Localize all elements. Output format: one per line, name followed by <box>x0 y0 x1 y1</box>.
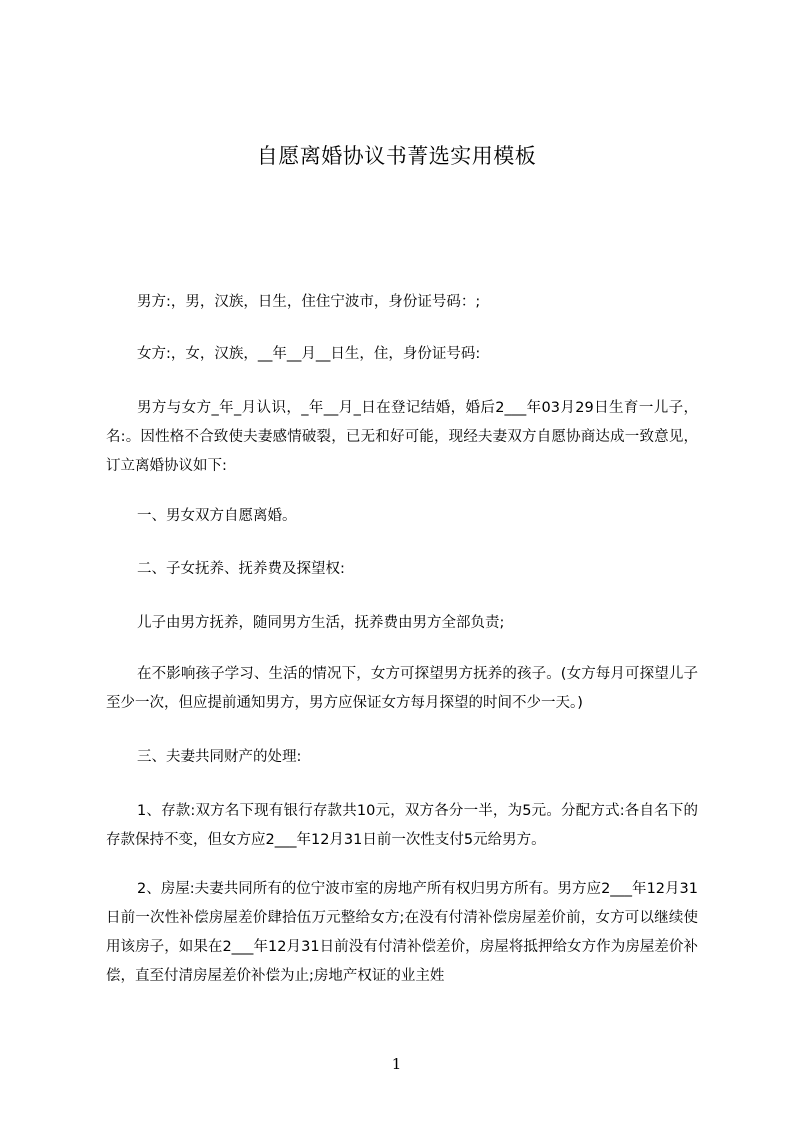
paragraph-visitation: 在不影响孩子学习、生活的情况下，女方可探望男方抚养的孩子。(女方每月可探望儿子至少一次，但应提前通知男方，男方应保证女方每月探望的时间不少一天。) <box>106 666 698 711</box>
paragraph-clause-3: 三、夫妻共同财产的处理: <box>137 749 302 765</box>
document-title: 自愿离婚协议书菁选实用模板 <box>256 144 537 168</box>
paragraph-custody: 儿子由男方抚养，随同男方生活，抚养费由男方全部负责; <box>137 615 505 631</box>
paragraph-background: 男方与女方_年_月认识，_年__月_日在登记结婚，婚后2___年03月29日生育一儿子，名:。因性格不合致使夫妻感情破裂，已无和好可能，现经夫妻双方自愿协商达成一致意见，订立离婚协议如下: <box>106 400 698 474</box>
paragraph-house: 2、房屋:夫妻共同所有的位宁波市室的房地产所有权归男方所有。男方应2___年12月31日前一次性补偿房屋差价肆拾伍万元整给女方;在没有付清补偿房屋差价前，女方可以继续使用该房子，如果在2___年12月31日前没有付清补偿差价，房屋将抵押给女方作为房屋差价补偿，直至付清房屋差价补偿为止;房地产权证的业主姓 <box>106 881 698 984</box>
paragraph-clause-1: 一、男女双方自愿离婚。 <box>137 508 297 524</box>
paragraph-female-party: 女方:，女，汉族，__年__月__日生，住，身份证号码: <box>137 346 481 362</box>
paragraph-male-party: 男方:，男，汉族，日生，住住宁波市，身份证号码：; <box>137 294 481 310</box>
paragraph-deposits: 1、存款:双方名下现有银行存款共10元，双方各分一半，为5元。分配方式:各自名下的存款保持不变，但女方应2___年12月31日前一次性支付5元给男方。 <box>106 803 698 848</box>
paragraph-clause-2: 二、子女抚养、抚养费及探望权: <box>137 561 345 577</box>
page-number: 1 <box>391 1055 402 1073</box>
